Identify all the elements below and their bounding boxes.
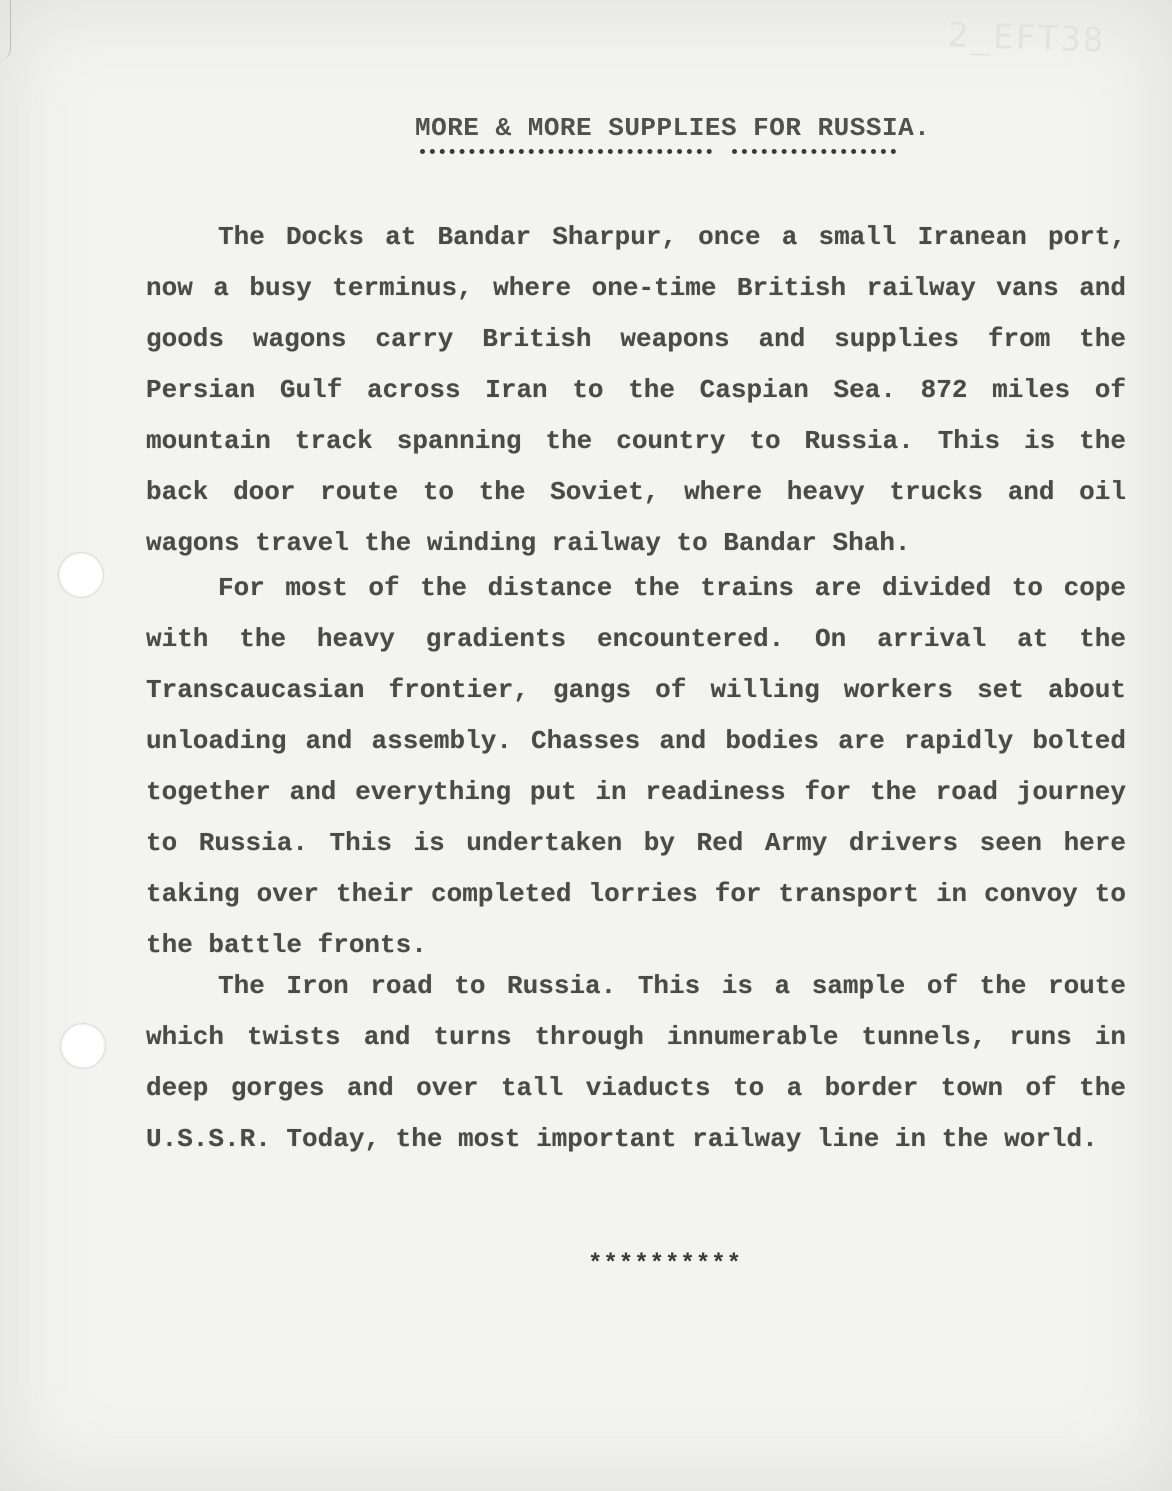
punch-hole (61, 1024, 105, 1068)
paragraph-1: The Docks at Bandar Sharpur, once a small Iranean port, now a busy terminus, where one-time British railway vans and goods wagons carry British weapons and supplies from the Persian Gulf across Iran to the Caspian Sea. 872 miles of mountain track spanning the country to Russia. This is the back door route to the Soviet, where heavy trucks and oil wagons travel the winding railway to Bandar Shah. (146, 222, 1126, 558)
paragraph-2: For most of the distance the trains are divided to cope with the heavy gradients encountered. On arrival at the Transcaucasian frontier, gangs of willing workers set about unloading and assembly. Chasses and bodies are rapidly bolted together and everything put in readiness for the road journey to Russia. This is undertaken by Red Army drivers seen here taking over their completed lorries for transport in convoy to the battle fronts. (146, 573, 1126, 960)
punch-hole (59, 553, 103, 597)
page-edge (0, 0, 11, 60)
archive-mark: 2_EFT38 (947, 15, 1106, 61)
document-title: MORE & MORE SUPPLIES FOR RUSSIA. (415, 113, 931, 143)
paragraph-3: The Iron road to Russia. This is a sample of the route which twists and turns through innumerable tunnels, runs in deep gorges and over tall viaducts to a border town of the U.S.S.R. Today, the most important railway line in the world. (146, 971, 1126, 1154)
title-underline (420, 149, 712, 154)
title-underline (732, 149, 896, 154)
end-mark: ********** (588, 1251, 743, 1278)
